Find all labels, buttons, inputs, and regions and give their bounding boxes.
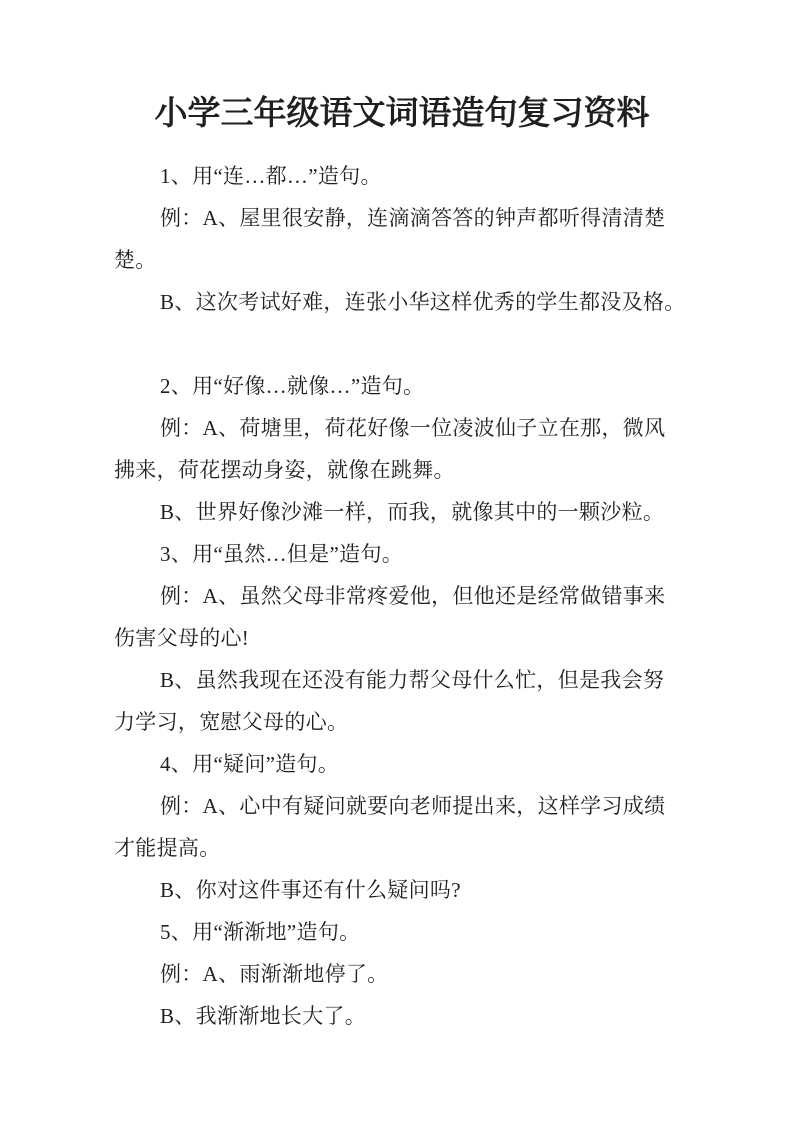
paragraph-section5-example-a bbox=[114, 953, 704, 995]
text-line: 2、用“好像…就像…”造句。 bbox=[160, 374, 425, 398]
blank-line bbox=[114, 323, 704, 365]
text-line: 例：A、屋里很安静，连滴滴答答的钟声都听得清清楚 bbox=[160, 206, 666, 230]
text-line: B、这次考试好难，连张小华这样优秀的学生都没及格。 bbox=[160, 290, 686, 314]
paragraph-section3-heading bbox=[114, 533, 704, 575]
document-title: 小学三年级语文词语造句复习资料 bbox=[154, 96, 650, 132]
paragraph-section4-example-b bbox=[114, 869, 704, 911]
paragraph-section2-example-b bbox=[114, 491, 704, 533]
paragraph-section5-heading bbox=[114, 911, 704, 953]
paragraph-section1-example-b bbox=[114, 281, 704, 323]
text-line: 3、用“虽然…但是”造句。 bbox=[160, 542, 404, 566]
text-line: 伤害父母的心! bbox=[114, 626, 250, 650]
text-line: 才能提高。 bbox=[114, 836, 221, 860]
text-line: 拂来，荷花摆动身姿，就像在跳舞。 bbox=[114, 458, 455, 482]
paragraph-section2-example-a bbox=[114, 407, 704, 491]
text-line: 楚。 bbox=[114, 248, 157, 272]
paragraph-section1-example-a bbox=[114, 197, 704, 281]
paragraph-section4-example-a bbox=[114, 785, 704, 869]
text-line: 力学习，宽慰父母的心。 bbox=[114, 710, 349, 734]
text-line: B、虽然我现在还没有能力帮父母什么忙，但是我会努 bbox=[160, 668, 665, 692]
text-line: B、你对这件事还有什么疑问吗? bbox=[160, 878, 461, 902]
blank-paragraph bbox=[114, 323, 704, 365]
paragraph-section2-heading bbox=[114, 365, 704, 407]
text-line: 5、用“渐渐地”造句。 bbox=[160, 920, 361, 944]
paragraph-section3-example-a bbox=[114, 575, 704, 659]
text-line: 例：A、心中有疑问就要向老师提出来，这样学习成绩 bbox=[160, 794, 666, 818]
text-line: 1、用“连…都…”造句。 bbox=[160, 164, 382, 188]
paragraph-section1-heading bbox=[114, 155, 704, 197]
paragraph-section3-example-b bbox=[114, 659, 704, 743]
text-line: 4、用“疑问”造句。 bbox=[160, 752, 340, 776]
text-line: 例：A、雨渐渐地停了。 bbox=[160, 962, 389, 986]
paragraph-section5-example-b bbox=[114, 995, 704, 1037]
text-line: B、我渐渐地长大了。 bbox=[160, 1004, 367, 1028]
text-line: B、世界好像沙滩一样，而我，就像其中的一颗沙粒。 bbox=[160, 500, 665, 524]
text-line: 例：A、虽然父母非常疼爱他，但他还是经常做错事来 bbox=[160, 584, 666, 608]
text-line: 例：A、荷塘里，荷花好像一位凌波仙子立在那，微风 bbox=[160, 416, 666, 440]
paragraph-section4-heading bbox=[114, 743, 704, 785]
